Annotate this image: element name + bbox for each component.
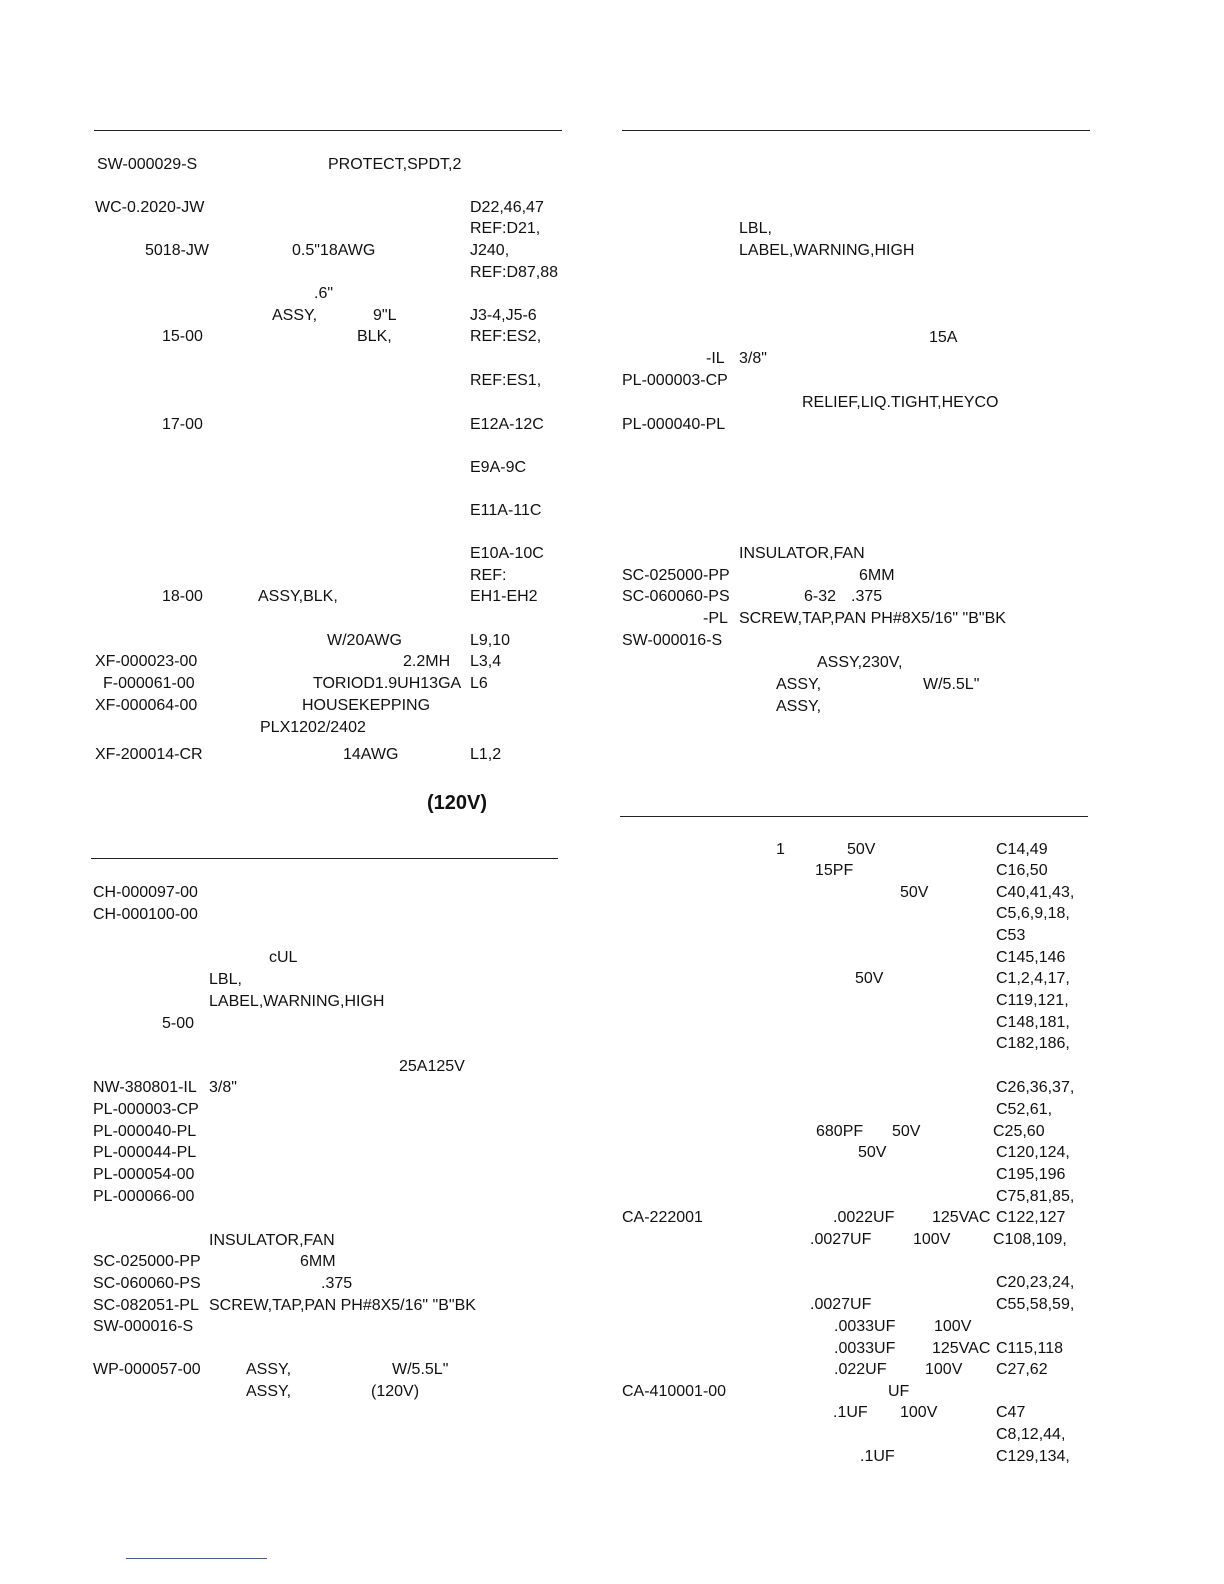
part-number: CA-222001 bbox=[622, 1209, 703, 1226]
reference-designator: C55,58,59, bbox=[996, 1296, 1075, 1313]
reference-designator: D22,46,47 bbox=[470, 199, 544, 216]
part-description: PROTECT,SPDT,2 bbox=[328, 156, 462, 173]
part-number: PL-000003-CP bbox=[622, 372, 728, 389]
value-a: 1 bbox=[776, 841, 785, 858]
reference-designator: C27,62 bbox=[996, 1361, 1048, 1378]
part-description: INSULATOR,FAN bbox=[739, 545, 865, 562]
reference-designator: REF:D87,88 bbox=[470, 264, 559, 281]
right-bottom-rule bbox=[620, 816, 1088, 817]
part-description: ASSY, bbox=[776, 698, 822, 715]
part-number: F-000061-00 bbox=[103, 675, 195, 692]
reference-designator: C148,181, bbox=[996, 1014, 1070, 1031]
reference-designator: C119,121, bbox=[996, 992, 1069, 1009]
part-number: 18-00 bbox=[162, 588, 203, 605]
value-a: .0027UF bbox=[810, 1231, 872, 1248]
value-a: .0022UF bbox=[833, 1209, 895, 1226]
value-b: 125VAC bbox=[932, 1209, 991, 1226]
part-number: SW-000016-S bbox=[622, 632, 723, 649]
value-b: 125VAC bbox=[932, 1340, 991, 1357]
part-description: ASSY, bbox=[776, 676, 822, 693]
part-description: 2.2MH bbox=[403, 653, 451, 670]
part-number: SC-060060-PS bbox=[622, 588, 730, 605]
reference-designator: E10A-10C bbox=[470, 545, 544, 562]
part-number: SC-025000-PP bbox=[93, 1253, 201, 1270]
part-description: SCREW,TAP,PAN PH#8X5/16" "B"BK bbox=[209, 1297, 476, 1314]
value-b: 100V bbox=[913, 1231, 951, 1248]
value-a: 680PF bbox=[816, 1123, 864, 1140]
part-description: cUL bbox=[269, 949, 298, 966]
part-number: -PL bbox=[703, 610, 728, 627]
part-description: ASSY,230V, bbox=[817, 654, 903, 671]
reference-designator: REF:ES2, bbox=[470, 328, 542, 345]
part-description: RELIEF,LIQ.TIGHT,HEYCO bbox=[802, 394, 999, 411]
part-description: 6MM bbox=[859, 567, 895, 584]
reference-designator: C16,50 bbox=[996, 862, 1048, 879]
part-description: PLX1202/2402 bbox=[260, 719, 366, 736]
value-a: .1UF bbox=[860, 1448, 895, 1465]
reference-designator: C195,196 bbox=[996, 1166, 1066, 1183]
part-description-extra: 9"L bbox=[373, 307, 397, 324]
value-b: 100V bbox=[934, 1318, 972, 1335]
value-a: .0033UF bbox=[834, 1318, 896, 1335]
left-top-rule bbox=[94, 130, 562, 131]
part-description: 3/8" bbox=[739, 350, 767, 367]
reference-designator: L6 bbox=[470, 675, 488, 692]
reference-designator: C122,127 bbox=[996, 1209, 1066, 1226]
part-description: .6" bbox=[314, 285, 334, 302]
footer-link-underline bbox=[126, 1558, 267, 1559]
part-number: NW-380801-IL bbox=[93, 1079, 197, 1096]
part-description: INSULATOR,FAN bbox=[209, 1232, 335, 1249]
reference-designator: E9A-9C bbox=[470, 459, 527, 476]
part-description: 0.5"18AWG bbox=[292, 242, 376, 259]
reference-designator: J240, bbox=[470, 242, 510, 259]
reference-designator: C75,81,85, bbox=[996, 1188, 1075, 1205]
part-description-extra: .375 bbox=[851, 588, 883, 605]
part-number: 5-00 bbox=[162, 1015, 195, 1032]
part-description: ASSY, bbox=[246, 1383, 292, 1400]
part-number: 17-00 bbox=[162, 416, 203, 433]
reference-designator: C14,49 bbox=[996, 841, 1048, 858]
reference-designator: C182,186, bbox=[996, 1035, 1070, 1052]
part-number: CA-410001-00 bbox=[622, 1383, 727, 1400]
reference-designator: C145,146 bbox=[996, 949, 1066, 966]
part-description: LBL, bbox=[209, 971, 242, 988]
part-number: PL-000066-00 bbox=[93, 1188, 195, 1205]
value-b: 50V bbox=[892, 1123, 921, 1140]
reference-designator: EH1-EH2 bbox=[470, 588, 538, 605]
reference-designator: C129,134, bbox=[996, 1448, 1070, 1465]
part-number: XF-000023-00 bbox=[95, 653, 198, 670]
value-a: .1UF bbox=[833, 1404, 868, 1421]
part-number: CH-000100-00 bbox=[93, 906, 198, 923]
value-a: .022UF bbox=[834, 1361, 887, 1378]
part-number: PL-000054-00 bbox=[93, 1166, 195, 1183]
value-b: 50V bbox=[900, 884, 929, 901]
value-b: 100V bbox=[900, 1404, 938, 1421]
part-number: PL-000040-PL bbox=[622, 416, 726, 433]
reference-designator: C120,124, bbox=[996, 1144, 1070, 1161]
part-number: 15-00 bbox=[162, 328, 203, 345]
value-a: .0027UF bbox=[810, 1296, 872, 1313]
part-number: SW-000016-S bbox=[93, 1318, 194, 1335]
value-b: 50V bbox=[855, 970, 884, 987]
part-number: WP-000057-00 bbox=[93, 1361, 201, 1378]
reference-designator: C53 bbox=[996, 927, 1026, 944]
part-description: ASSY,BLK, bbox=[258, 588, 338, 605]
part-description: 6MM bbox=[300, 1253, 336, 1270]
part-description: ASSY, bbox=[246, 1361, 292, 1378]
part-number: CH-000097-00 bbox=[93, 884, 198, 901]
value-a: 50V bbox=[858, 1144, 887, 1161]
part-description: W/20AWG bbox=[327, 632, 402, 649]
section-heading-120v: (120V) bbox=[427, 792, 488, 814]
part-description: LABEL,WARNING,HIGH bbox=[209, 993, 385, 1010]
reference-designator: C47 bbox=[996, 1404, 1026, 1421]
reference-designator: REF:D21, bbox=[470, 220, 541, 237]
part-number: SC-025000-PP bbox=[622, 567, 730, 584]
part-description: 6-32 bbox=[804, 588, 837, 605]
reference-designator: C108,109, bbox=[993, 1231, 1067, 1248]
part-description: 15A bbox=[929, 329, 958, 346]
reference-designator: REF: bbox=[470, 567, 507, 584]
reference-designator: L3,4 bbox=[470, 653, 502, 670]
reference-designator: C25,60 bbox=[993, 1123, 1045, 1140]
reference-designator: J3-4,J5-6 bbox=[470, 307, 537, 324]
part-number: SC-060060-PS bbox=[93, 1275, 201, 1292]
part-description: LABEL,WARNING,HIGH bbox=[739, 242, 915, 259]
part-number: WC-0.2020-JW bbox=[95, 199, 205, 216]
part-description: HOUSEKEPPING bbox=[302, 697, 431, 714]
part-description-extra: W/5.5L" bbox=[923, 676, 980, 693]
part-description: TORIOD1.9UH13GA bbox=[313, 675, 462, 692]
part-number: PL-000003-CP bbox=[93, 1101, 199, 1118]
part-description: LBL, bbox=[739, 220, 772, 237]
part-description: .375 bbox=[321, 1275, 353, 1292]
value-b: 50V bbox=[847, 841, 876, 858]
reference-designator: C115,118 bbox=[996, 1340, 1064, 1357]
reference-designator: C26,36,37, bbox=[996, 1079, 1075, 1096]
reference-designator: E12A-12C bbox=[470, 416, 544, 433]
part-number: XF-200014-CR bbox=[95, 746, 203, 763]
part-number: SC-082051-PL bbox=[93, 1297, 199, 1314]
part-description: 14AWG bbox=[343, 746, 399, 763]
part-number: SW-000029-S bbox=[97, 156, 198, 173]
part-description: SCREW,TAP,PAN PH#8X5/16" "B"BK bbox=[739, 610, 1006, 627]
value-a: 15PF bbox=[815, 862, 854, 879]
part-description: 25A125V bbox=[399, 1058, 465, 1075]
part-description-extra: W/5.5L" bbox=[392, 1361, 449, 1378]
part-number: 5018-JW bbox=[145, 242, 210, 259]
part-description-extra: (120V) bbox=[371, 1383, 420, 1400]
value-b: 100V bbox=[925, 1361, 963, 1378]
part-number: PL-000040-PL bbox=[93, 1123, 197, 1140]
part-description: 3/8" bbox=[209, 1079, 237, 1096]
value-a: .0033UF bbox=[834, 1340, 896, 1357]
value-a: UF bbox=[888, 1383, 910, 1400]
reference-designator: L1,2 bbox=[470, 746, 502, 763]
reference-designator: E11A-11C bbox=[470, 502, 542, 519]
part-number: PL-000044-PL bbox=[93, 1144, 197, 1161]
reference-designator: C20,23,24, bbox=[996, 1274, 1075, 1291]
reference-designator: C40,41,43, bbox=[996, 884, 1075, 901]
part-number: -IL bbox=[706, 350, 725, 367]
reference-designator: C1,2,4,17, bbox=[996, 970, 1070, 987]
reference-designator: C8,12,44, bbox=[996, 1426, 1066, 1443]
part-description: ASSY, bbox=[272, 307, 318, 324]
reference-designator: C5,6,9,18, bbox=[996, 905, 1070, 922]
left-bottom-rule bbox=[91, 858, 558, 859]
right-top-rule bbox=[622, 130, 1090, 131]
part-number: XF-000064-00 bbox=[95, 697, 198, 714]
reference-designator: REF:ES1, bbox=[470, 372, 542, 389]
reference-designator: C52,61, bbox=[996, 1101, 1053, 1118]
reference-designator: L9,10 bbox=[470, 632, 511, 649]
part-description: BLK, bbox=[357, 328, 392, 345]
